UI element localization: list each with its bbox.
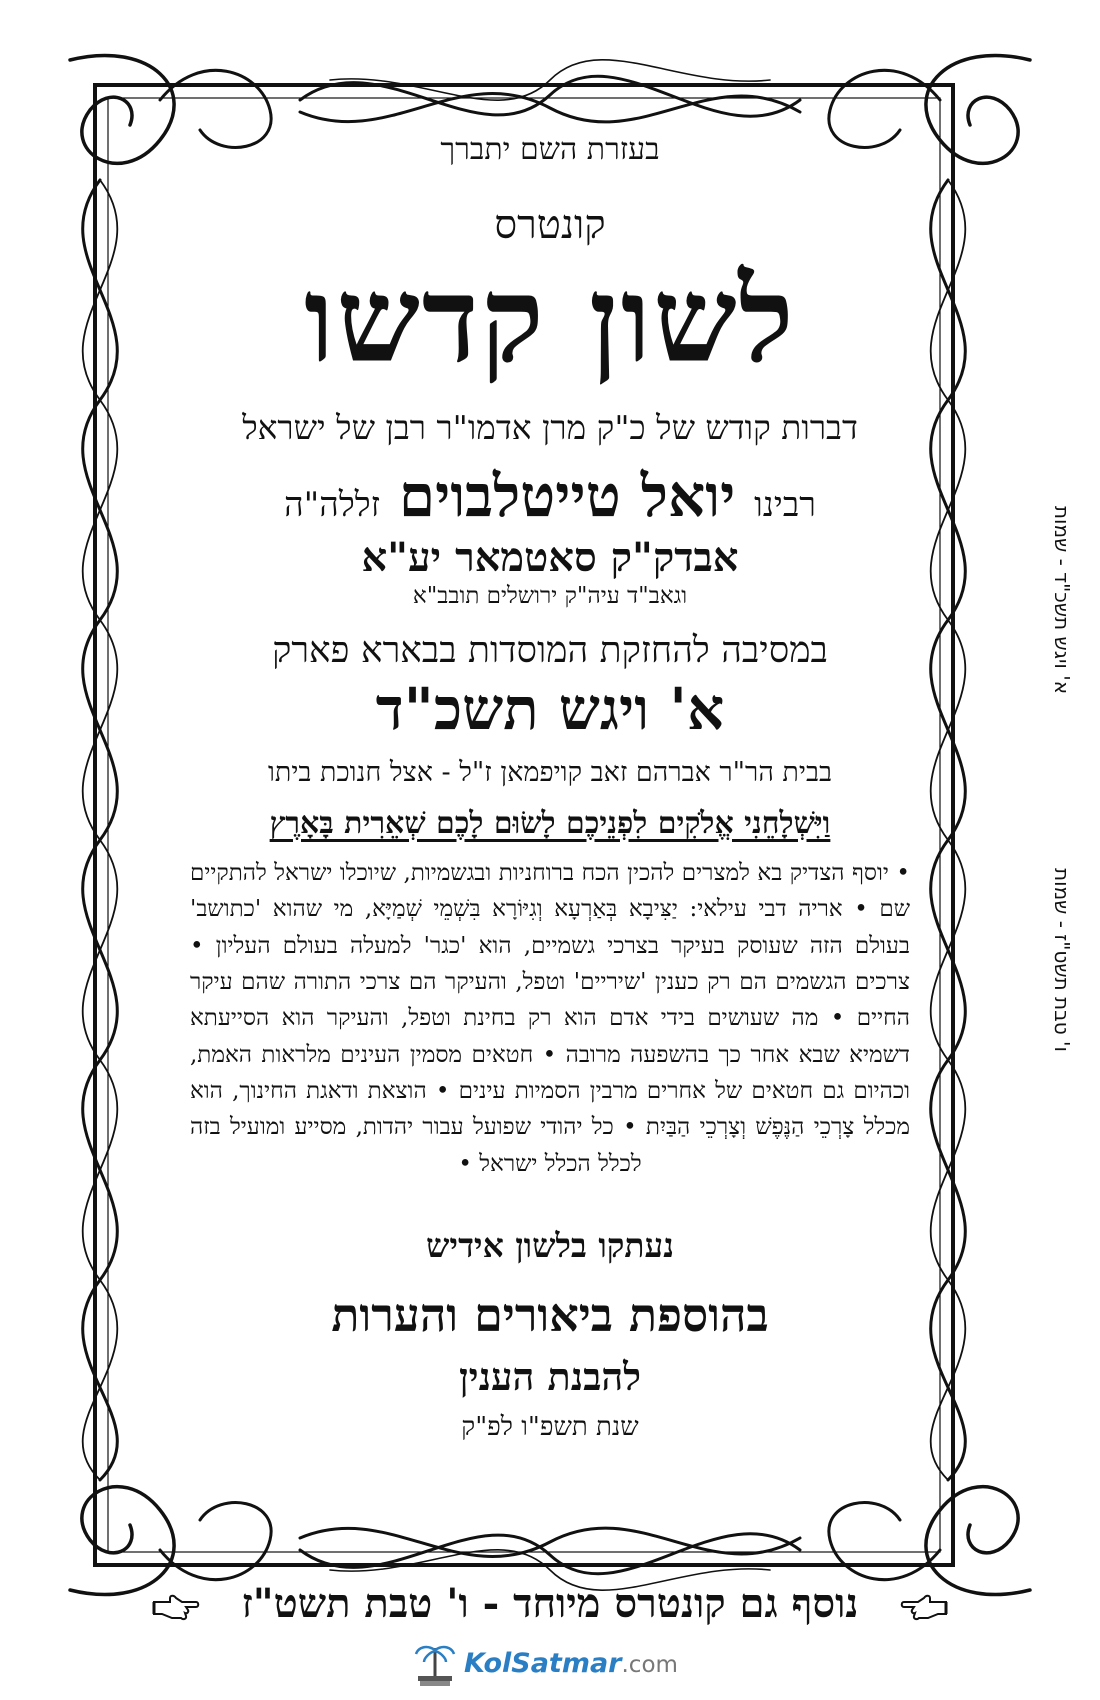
author-line-3: אבדק"ק סאטמאר יע"א [361,533,739,581]
palm-tree-books-icon [412,1642,458,1690]
year-line: שנת תשפ"ו לפ"ק [461,1411,639,1442]
author-prefix: רבינו [754,484,816,525]
author-name: יואל טייטלבוים [398,461,736,530]
event-location: בבית הר"ר אברהם זאב קויפמאן ז"ל - אצל חנוכת ביתו [267,756,833,788]
cover-content [190,120,910,1442]
understanding-heading: להבנת הענין [458,1353,642,1399]
side-note-upper: א' ויגש תשכ"ד - שמות [1050,505,1074,695]
event-date: א' ויגש תשכ"ד [375,674,725,743]
blessing-heading: בעזרת השם יתברך [440,132,660,167]
kuntres-label: קונטרס [494,202,606,248]
translated-note: נעתקו בלשון אידיש [426,1225,674,1265]
summary-paragraph: • יוסף הצדיק בא למצרים להכין הכח ברוחניות ובגשמיות, שיוכלו ישראל להתקיים שם • אריה דבי עילאי: יַצִּיבָא בְּאַרְעָא וְגִיּוֹרָא בִּשְׁמֵי שְׁמַיָּא, מי שהוא 'כתושב' בעולם הזה שעוסק בעיקר בצרכי גשמיים, הוא 'כגר' למעלה בעולם העליון • צרכים הגשמים הם רק כענין 'שיריים' וטפל, והעיקר הם צרכי התורה שהם עיקר החיים • מה שעושים בידי אדם הוא רק בחינת וטפל, והעיקר הוא הסייעתא דשמיא שבא אחר כך בהשפעה מרובה • חטאים מסמין העינים מלראות האמת, וכהיום גם חטאים של אחרים מרבין הסמיות עינים • הוצאת ודאגת החינוך, הוא מכלל צָרְכֵי הַנֶּפֶשׁ וְצָרְכֵי הַבַּיִת • כל יהודי שפועל עבור יהדות, מסייע ומועיל בזה לכלל הכלל ישראל • [190,859,910,1177]
author-line-2 [190,462,910,530]
author-line-1: דברות קודש של כ"ק מרן אדמו"ר רבן של ישראל [242,407,858,447]
logo-kol-text: KolSatmar [464,1648,622,1679]
main-title: לשון קדשו [304,250,796,389]
site-logo[interactable] [412,1642,712,1692]
author-line-4: וגאב"ד עיה"ק ירושלים תובב"א [412,582,688,609]
side-note-lower: ו' טבת תשט"ז - שמות [1050,867,1074,1053]
verse-heading: וַיִּשְׁלָחֵנִי אֱלֹקִים לִפְנֵיכֶם לָשׂוּם לָכֶם שְׁאֵרִית בָּאָרֶץ [269,805,831,841]
addition-heading: בהוספת ביאורים והערות [331,1287,769,1342]
footer-note: נוסף גם קונטרס מיוחד - ו' טבת תשט"ז [241,1580,859,1627]
logo-domain-text: .com [621,1652,678,1678]
author-suffix: זללה"ה [284,484,381,525]
event-line: במסיבה להחזקת המוסדות בבארא פארק [272,629,828,671]
